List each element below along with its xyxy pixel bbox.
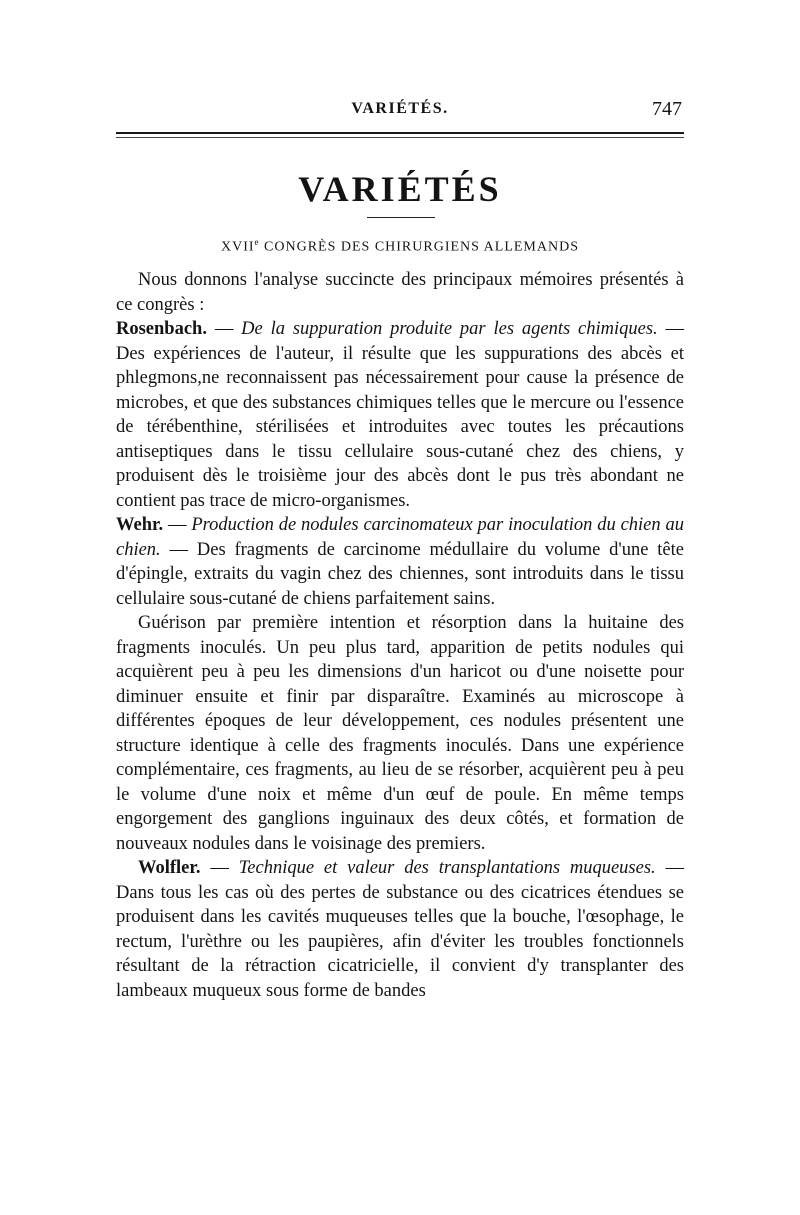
subheading-ordinal: XVII <box>220 239 255 255</box>
entry-title: Technique et valeur des transplantations muqueuses. <box>238 858 656 878</box>
entry-wolfler <box>116 856 684 1003</box>
entry-text: Dans tous les cas où des pertes de substance ou des cicatrices étendues se produisent dans les cavités muqueuses telles que la bouche, l'œsophage, le rectum, l'urèthre ou les paupières, afin d'éviter les troubles fonctionnels résultant de la rétraction cicatricielle, il convient d'y transplanter des lambeaux muqueux sous forme de bandes <box>116 882 684 1001</box>
entry-dash: — <box>200 858 239 878</box>
entry-title: De la suppuration produite par les agents chimiques. <box>241 319 658 339</box>
entry-author: Rosenbach. <box>116 319 207 339</box>
header-rule-thin <box>116 137 684 138</box>
entry-dash: — <box>160 539 197 560</box>
subheading-text: CONGRÈS DES CHIRURGIENS ALLEMANDS <box>259 239 579 255</box>
subheading-superscript: e <box>254 237 260 247</box>
header-rule <box>116 132 684 134</box>
running-header <box>118 100 682 124</box>
entry-text: Des expériences de l'auteur, il résulte que les suppurations des abcès et phlegmons,ne reconnaissent pas nécessairement pour cause la présence de microbes, et que des substances chimiques telles que le mercure ou l'essence de térébenthine, stérilisées et introduites avec toutes les précautions antiseptiques dans le tissu cellulaire sous-cutané chez des chiens, y produisent dès le troisième jour des abcès dont le pus très abondant ne contient pas trace de micro-organismes. <box>116 343 684 511</box>
congress-subheading <box>0 237 800 256</box>
intro-paragraph: Nous donnons l'analyse succincte des principaux mémoires présentés à ce congrès : <box>116 270 684 315</box>
page-number: 747 <box>652 98 682 120</box>
entry-dash: — <box>206 319 242 339</box>
running-head-title: VARIÉTÉS. <box>351 100 449 117</box>
entry-wehr <box>116 513 684 611</box>
entry-author: Wehr. <box>116 515 164 535</box>
entry-author: Wolfler. <box>138 858 201 878</box>
article-body <box>116 268 684 1003</box>
section-title: VARIÉTÉS <box>298 169 502 209</box>
entry-rosenbach <box>116 317 684 513</box>
entry-dash: — <box>655 858 685 878</box>
entry-text: Des fragments de carcinome médullaire du volume d'une tête d'épingle, extraits du vagin chez des chiennes, sont introduits dans le tissu cellulaire sous-cutané de chiens parfaitement sains. <box>116 539 684 609</box>
entry-dash: — <box>657 319 684 339</box>
title-divider <box>367 217 435 218</box>
entry-wehr-continuation: Guérison par première intention et résorption dans la huitaine des fragments inoculés. Un peu plus tard, apparition de petits nodules qui acquièrent peu à peu les dimensions d'un haricot ou d'une noisette pour diminuer ensuite et finir par disparaître. Examinés au microscope à différentes époques de leur développement, ces nodules présentent une structure identique à celle des fragments inoculés. Dans une expérience complémentaire, ces fragments, au lieu de se résorber, acquièrent peu à peu le volume d'une noix et même d'un œuf de poule. En même temps engorgement des ganglions inguinaux des deux côtés, et formation de nouveaux nodules dans le voisinage des premiers. <box>116 613 684 854</box>
entry-title: Production de nodules carcinomateux par inoculation du chien au chien. <box>116 515 684 560</box>
entry-dash: — <box>163 515 192 535</box>
